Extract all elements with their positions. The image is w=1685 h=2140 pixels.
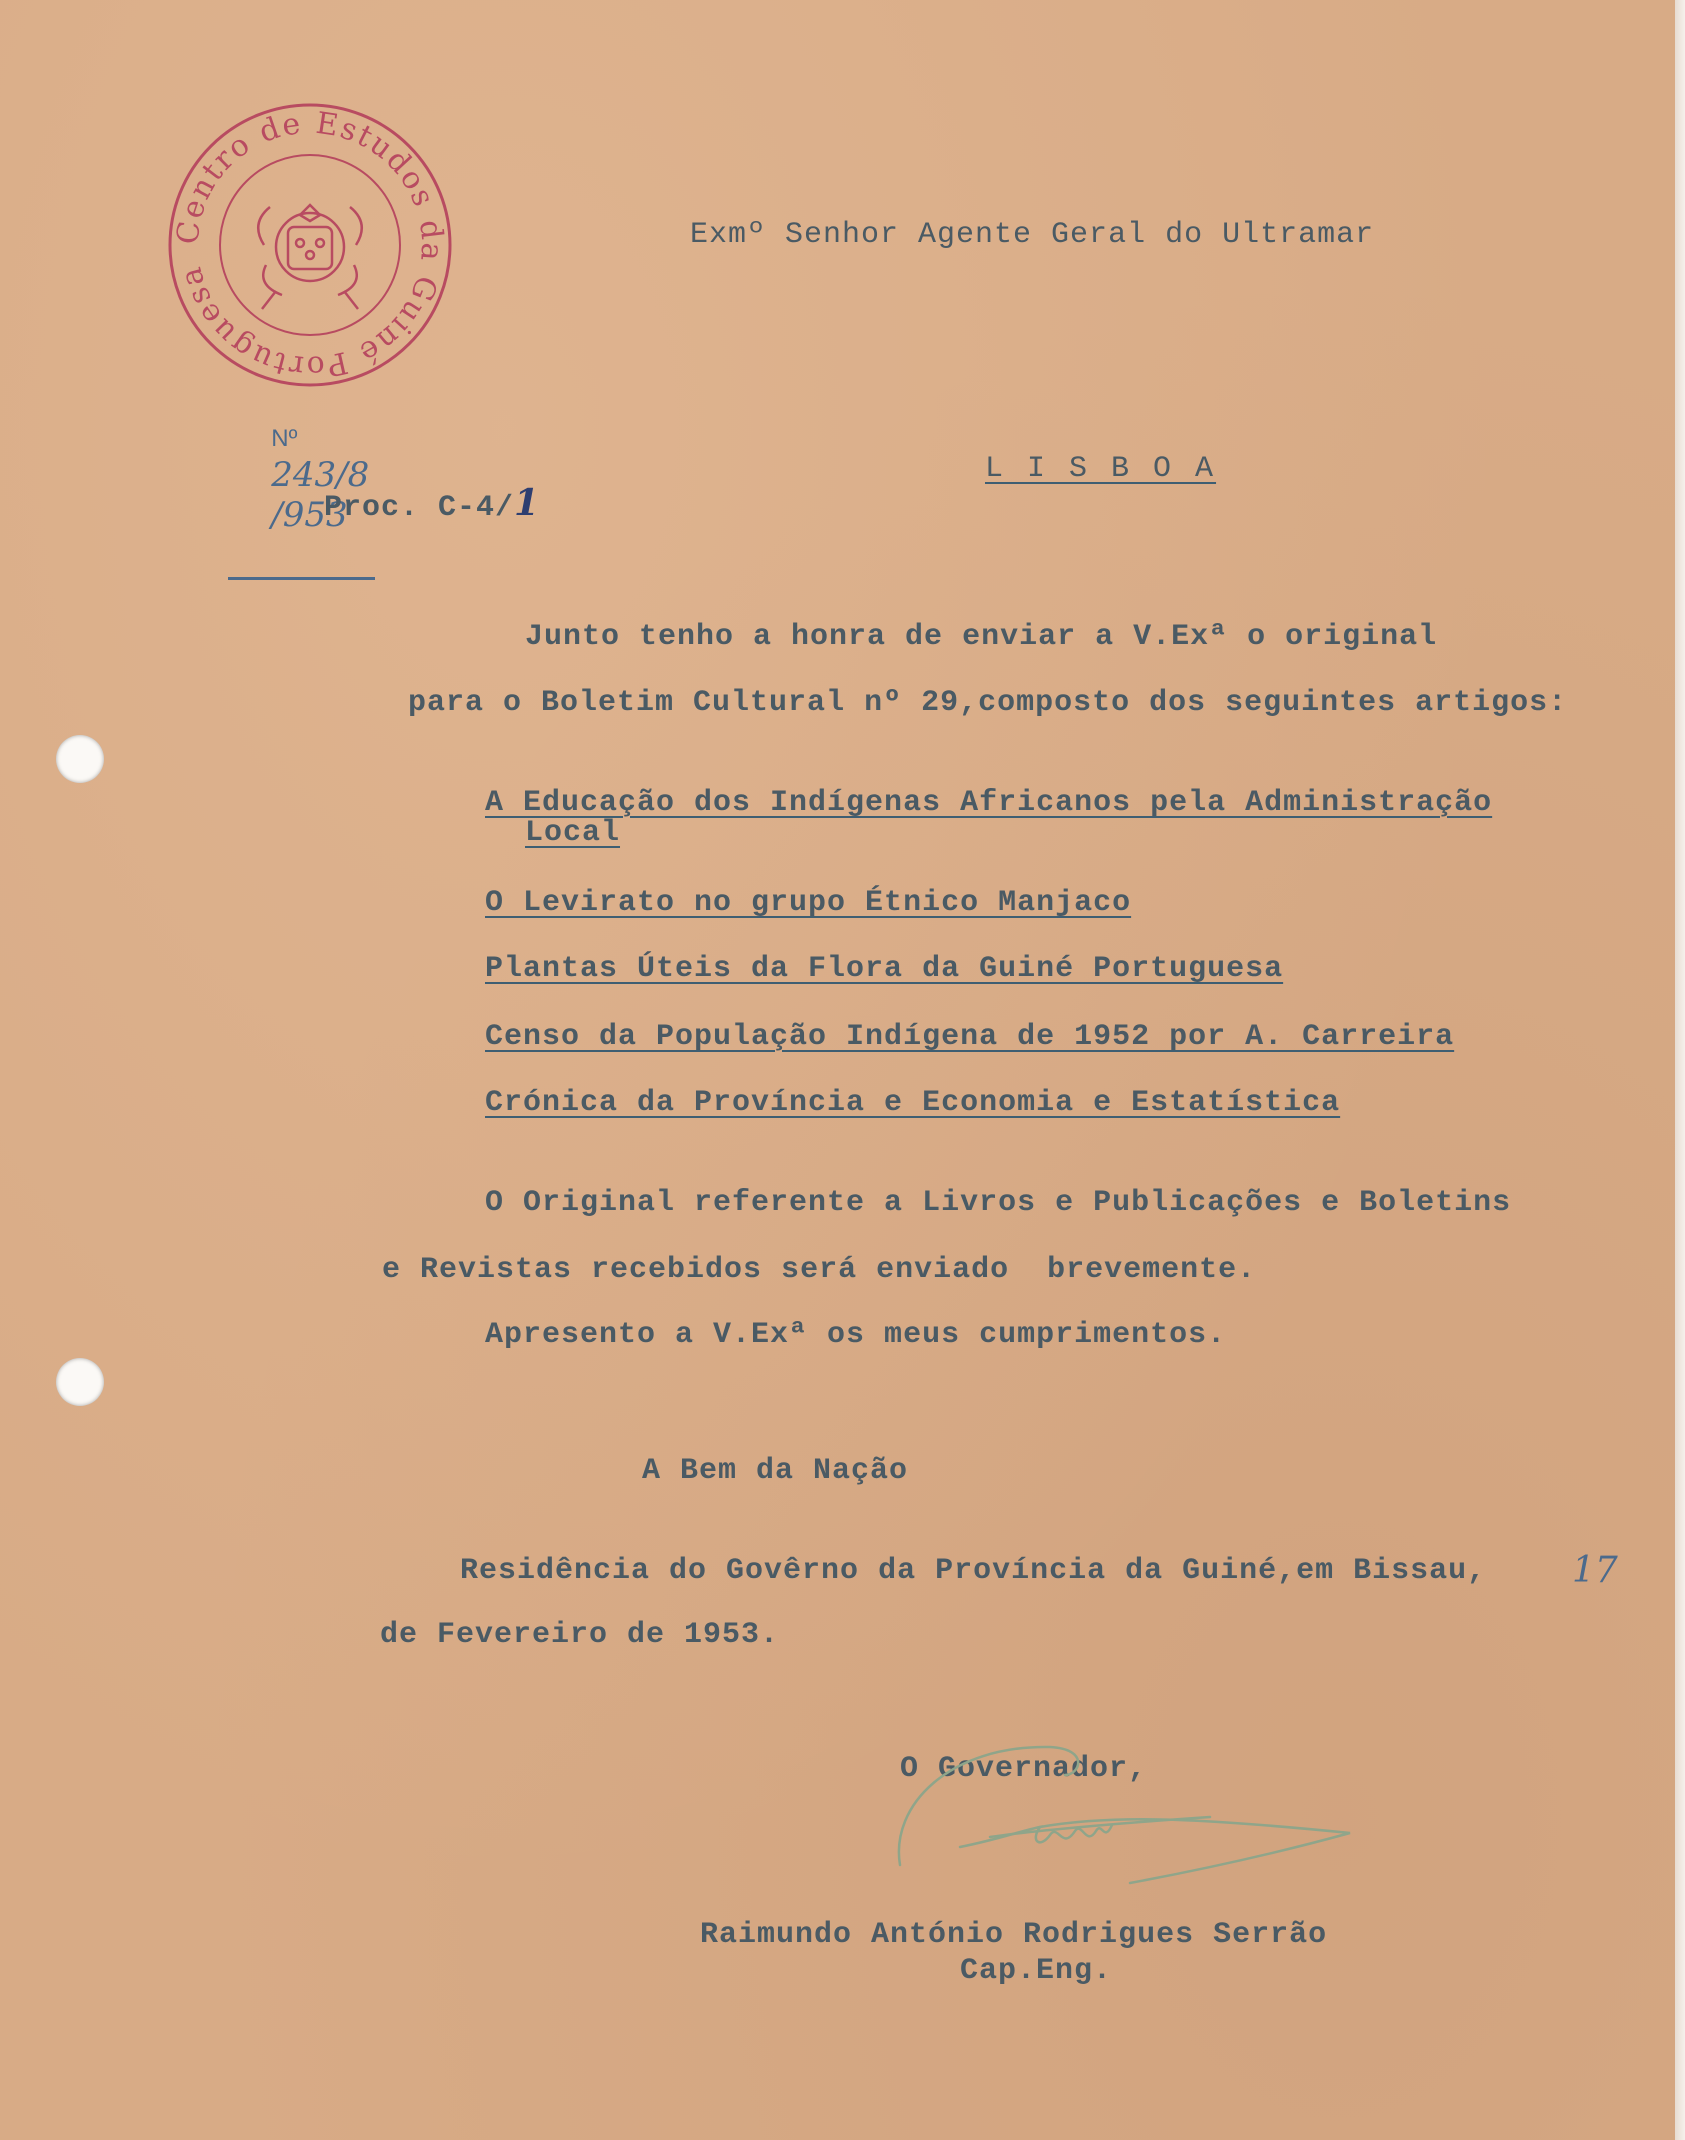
greeting-line: Apresento a V.Exª os meus cumprimentos. bbox=[485, 1318, 1227, 1352]
paragraph-2-line-1: O Original referente a Livros e Publicações e Boletins bbox=[485, 1186, 1512, 1220]
number-year: /953 bbox=[271, 495, 348, 535]
article-1: A Educação dos Indígenas Africanos pela Administração bbox=[485, 786, 1493, 820]
article-1-continuation: Local bbox=[525, 816, 621, 850]
date-line: de Fevereiro de 1953. bbox=[380, 1618, 780, 1652]
addressee-city: L I S B O A bbox=[985, 452, 1217, 486]
number-prefix: Nº bbox=[271, 425, 298, 452]
punch-hole-bottom bbox=[56, 1358, 104, 1406]
institution-stamp bbox=[160, 95, 460, 395]
motto: A Bem da Nação bbox=[642, 1454, 909, 1488]
article-3: Plantas Úteis da Flora da Guiné Portuguesa bbox=[485, 952, 1284, 986]
intro-line-2: para o Boletim Cultural nº 29,composto dos seguintes artigos: bbox=[408, 686, 1568, 720]
process-code: Proc. C-4/ bbox=[324, 491, 515, 525]
article-2: O Levirato no grupo Étnico Manjaco bbox=[485, 886, 1132, 920]
day-handwritten: 17 bbox=[1572, 1550, 1618, 1591]
addressee-line: Exmº Senhor Agente Geral do Ultramar bbox=[690, 218, 1375, 252]
article-4: Censo da População Indígena de 1952 por A. Carreira bbox=[485, 1020, 1455, 1054]
handwritten-signature bbox=[890, 1735, 1370, 1895]
page-edge bbox=[1675, 0, 1685, 2140]
process-suffix: 1 bbox=[514, 482, 541, 524]
punch-hole-top bbox=[56, 735, 104, 783]
place-line: Residência do Govêrno da Província da Guiné,em Bissau, bbox=[460, 1554, 1487, 1588]
stamp-text: Centro de Estudos da Guiné Portuguesa bbox=[170, 105, 450, 385]
intro-line-1: Junto tenho a honra de enviar a V.Exª o original bbox=[525, 620, 1438, 654]
signatory-name: Raimundo António Rodrigues Serrão bbox=[700, 1918, 1328, 1952]
signatory-rank: Cap.Eng. bbox=[960, 1954, 1113, 1988]
number-value: 243/8 bbox=[271, 455, 370, 495]
signatory-role: O Governador, bbox=[900, 1752, 1148, 1786]
paragraph-2-line-2: e Revistas recebidos será enviado brevemente. bbox=[382, 1253, 1257, 1287]
process-reference bbox=[248, 448, 540, 559]
article-5: Crónica da Província e Economia e Estatística bbox=[485, 1086, 1341, 1120]
coat-of-arms-emblem bbox=[258, 205, 362, 309]
